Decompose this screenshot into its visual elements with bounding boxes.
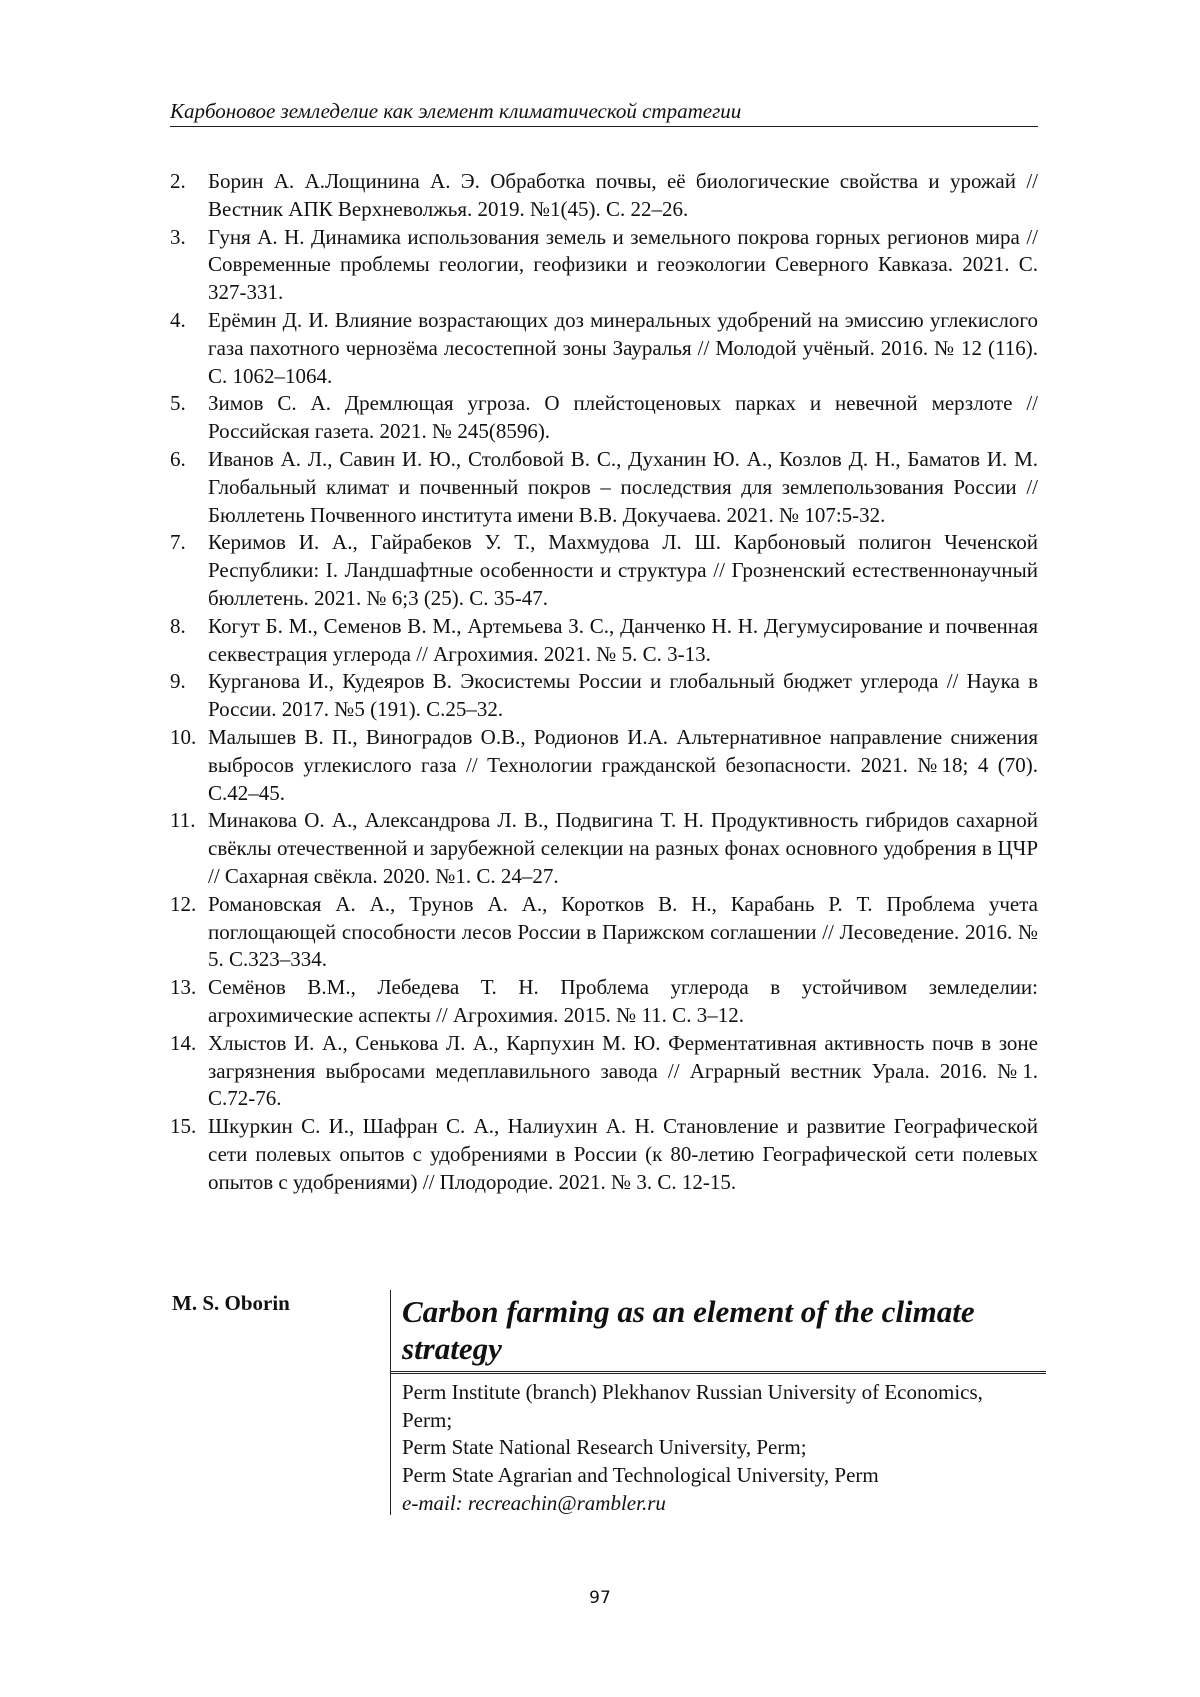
reference-text: Семёнов В.М., Лебедева Т. Н. Проблема углерода в устойчивом земледелии: агрохимические аспекты // Агрохимия. 2015. № 11. С. 3–12. xyxy=(208,975,1038,1027)
reference-text: Хлыстов И. А., Сенькова Л. А., Карпухин М. Ю. Ферментативная активность почв в зоне загрязнения выбросами медеплавильного завода // Аграрный вестник Урала. 2016. №1. С.72-76. xyxy=(208,1031,1038,1111)
reference-text: Зимов С. А. Дремлющая угроза. О плейстоценовых парках и невечной мерзлоте // Российская газета. 2021. № 245(8596). xyxy=(208,391,1038,443)
reference-item xyxy=(170,668,1038,724)
reference-number: 3. xyxy=(170,224,186,252)
reference-text: Романовская А. А., Трунов А. А., Коротков В. Н., Карабань Р. Т. Проблема учета поглощающей способности лесов России в Парижском соглашении // Лесоведение. 2016. № 5. С.323–334. xyxy=(208,892,1038,972)
page-number: 97 xyxy=(0,1588,1200,1608)
reference-number: 5. xyxy=(170,390,186,418)
reference-number: 14. xyxy=(170,1030,196,1058)
running-title: Карбоновое земледелие как элемент климатической стратегии xyxy=(170,99,741,123)
reference-number: 10. xyxy=(170,724,196,752)
reference-text: Иванов А. Л., Савин И. Ю., Столбовой В. С., Духанин Ю. А., Козлов Д. Н., Баматов И. М. Глобальный климат и почвенный покров – последствия для землепользования России // Бюллетень Почвенного института имени В.В. Докучаева. 2021. № 107:5-32. xyxy=(208,447,1038,527)
reference-item xyxy=(170,1030,1038,1113)
vertical-divider xyxy=(390,1290,391,1515)
reference-number: 4. xyxy=(170,307,186,335)
reference-list xyxy=(170,168,1038,1196)
reference-item xyxy=(170,613,1038,669)
running-header xyxy=(170,98,1038,127)
reference-item xyxy=(170,529,1038,612)
reference-text: Когут Б. М., Семенов В. М., Артемьева З. С., Данченко Н. Н. Дегумусирование и почвенная секвестрация углерода // Агрохимия. 2021. № 5. С. 3-13. xyxy=(208,614,1038,666)
reference-text: Керимов И. А., Гайрабеков У. Т., Махмудова Л. Ш. Карбоновый полигон Чеченской Республики: I. Ландшафтные особенности и структура // Грозненский естественнонаучный бюллетень. 2021. № 6;3 (25). С. 35-47. xyxy=(208,530,1038,610)
reference-item xyxy=(170,807,1038,890)
reference-text: Борин А. А.Лощинина А. Э. Обработка почвы, её биологические свойства и урожай // Вестник АПК Верхневолжья. 2019. №1(45). С. 22–26. xyxy=(208,169,1038,221)
reference-item xyxy=(170,168,1038,224)
reference-text: Ерёмин Д. И. Влияние возрастающих доз минеральных удобрений на эмиссию углекислого газа пахотного чернозёма лесостепной зоны Зауралья // Молодой учёный. 2016. № 12 (116). С. 1062–1064. xyxy=(208,308,1038,388)
affiliation-line: Perm State Agrarian and Technological University, Perm xyxy=(402,1462,1022,1490)
reference-item xyxy=(170,224,1038,307)
reference-number: 7. xyxy=(170,529,186,557)
author-email: e-mail: recreachin@rambler.ru xyxy=(402,1490,1022,1518)
article-author: M. S. Oborin xyxy=(172,1290,290,1316)
affiliations-block xyxy=(402,1379,1022,1518)
reference-item xyxy=(170,446,1038,529)
reference-text: Шкуркин С. И., Шафран С. А., Налиухин А. Н. Становление и развитие Географической сети полевых опытов с удобрениями в России (к 80-летию Географической сети полевых опытов с удобрениями) // Плодородие. 2021. № 3. С. 12-15. xyxy=(208,1114,1038,1194)
affiliation-line: Perm State National Research University, Perm; xyxy=(402,1434,1022,1462)
reference-number: 15. xyxy=(170,1113,196,1141)
reference-text: Курганова И., Кудеяров В. Экосистемы России и глобальный бюджет углерода // Наука в России. 2017. №5 (191). С.25–32. xyxy=(208,669,1038,721)
reference-text: Минакова О. А., Александрова Л. В., Подвигина Т. Н. Продуктивность гибридов сахарной свёклы отечественной и зарубежной селекции на разных фонах основного удобрения в ЦЧР // Сахарная свёкла. 2020. №1. С. 24–27. xyxy=(208,808,1038,888)
reference-number: 13. xyxy=(170,974,196,1002)
title-divider xyxy=(390,1371,1046,1374)
reference-number: 2. xyxy=(170,168,186,196)
reference-number: 8. xyxy=(170,613,186,641)
reference-number: 9. xyxy=(170,668,186,696)
reference-item xyxy=(170,307,1038,390)
article-title: Carbon farming as an element of the climate strategy xyxy=(402,1293,1042,1367)
reference-number: 12. xyxy=(170,891,196,919)
reference-item xyxy=(170,1113,1038,1196)
reference-item xyxy=(170,724,1038,807)
affiliation-line: Perm Institute (branch) Plekhanov Russian University of Economics, Perm; xyxy=(402,1379,1022,1434)
reference-item xyxy=(170,891,1038,974)
reference-text: Малышев В. П., Виноградов О.В., Родионов И.А. Альтернативное направление снижения выбросов углекислого газа // Технологии гражданской безопасности. 2021. №18; 4 (70). С.42–45. xyxy=(208,725,1038,805)
reference-item xyxy=(170,974,1038,1030)
reference-number: 11. xyxy=(170,807,195,835)
reference-text: Гуня А. Н. Динамика использования земель и земельного покрова горных регионов мира // Современные проблемы геологии, геофизики и геоэкологии Северного Кавказа. 2021. С. 327-331. xyxy=(208,225,1038,305)
reference-item xyxy=(170,390,1038,446)
reference-number: 6. xyxy=(170,446,186,474)
